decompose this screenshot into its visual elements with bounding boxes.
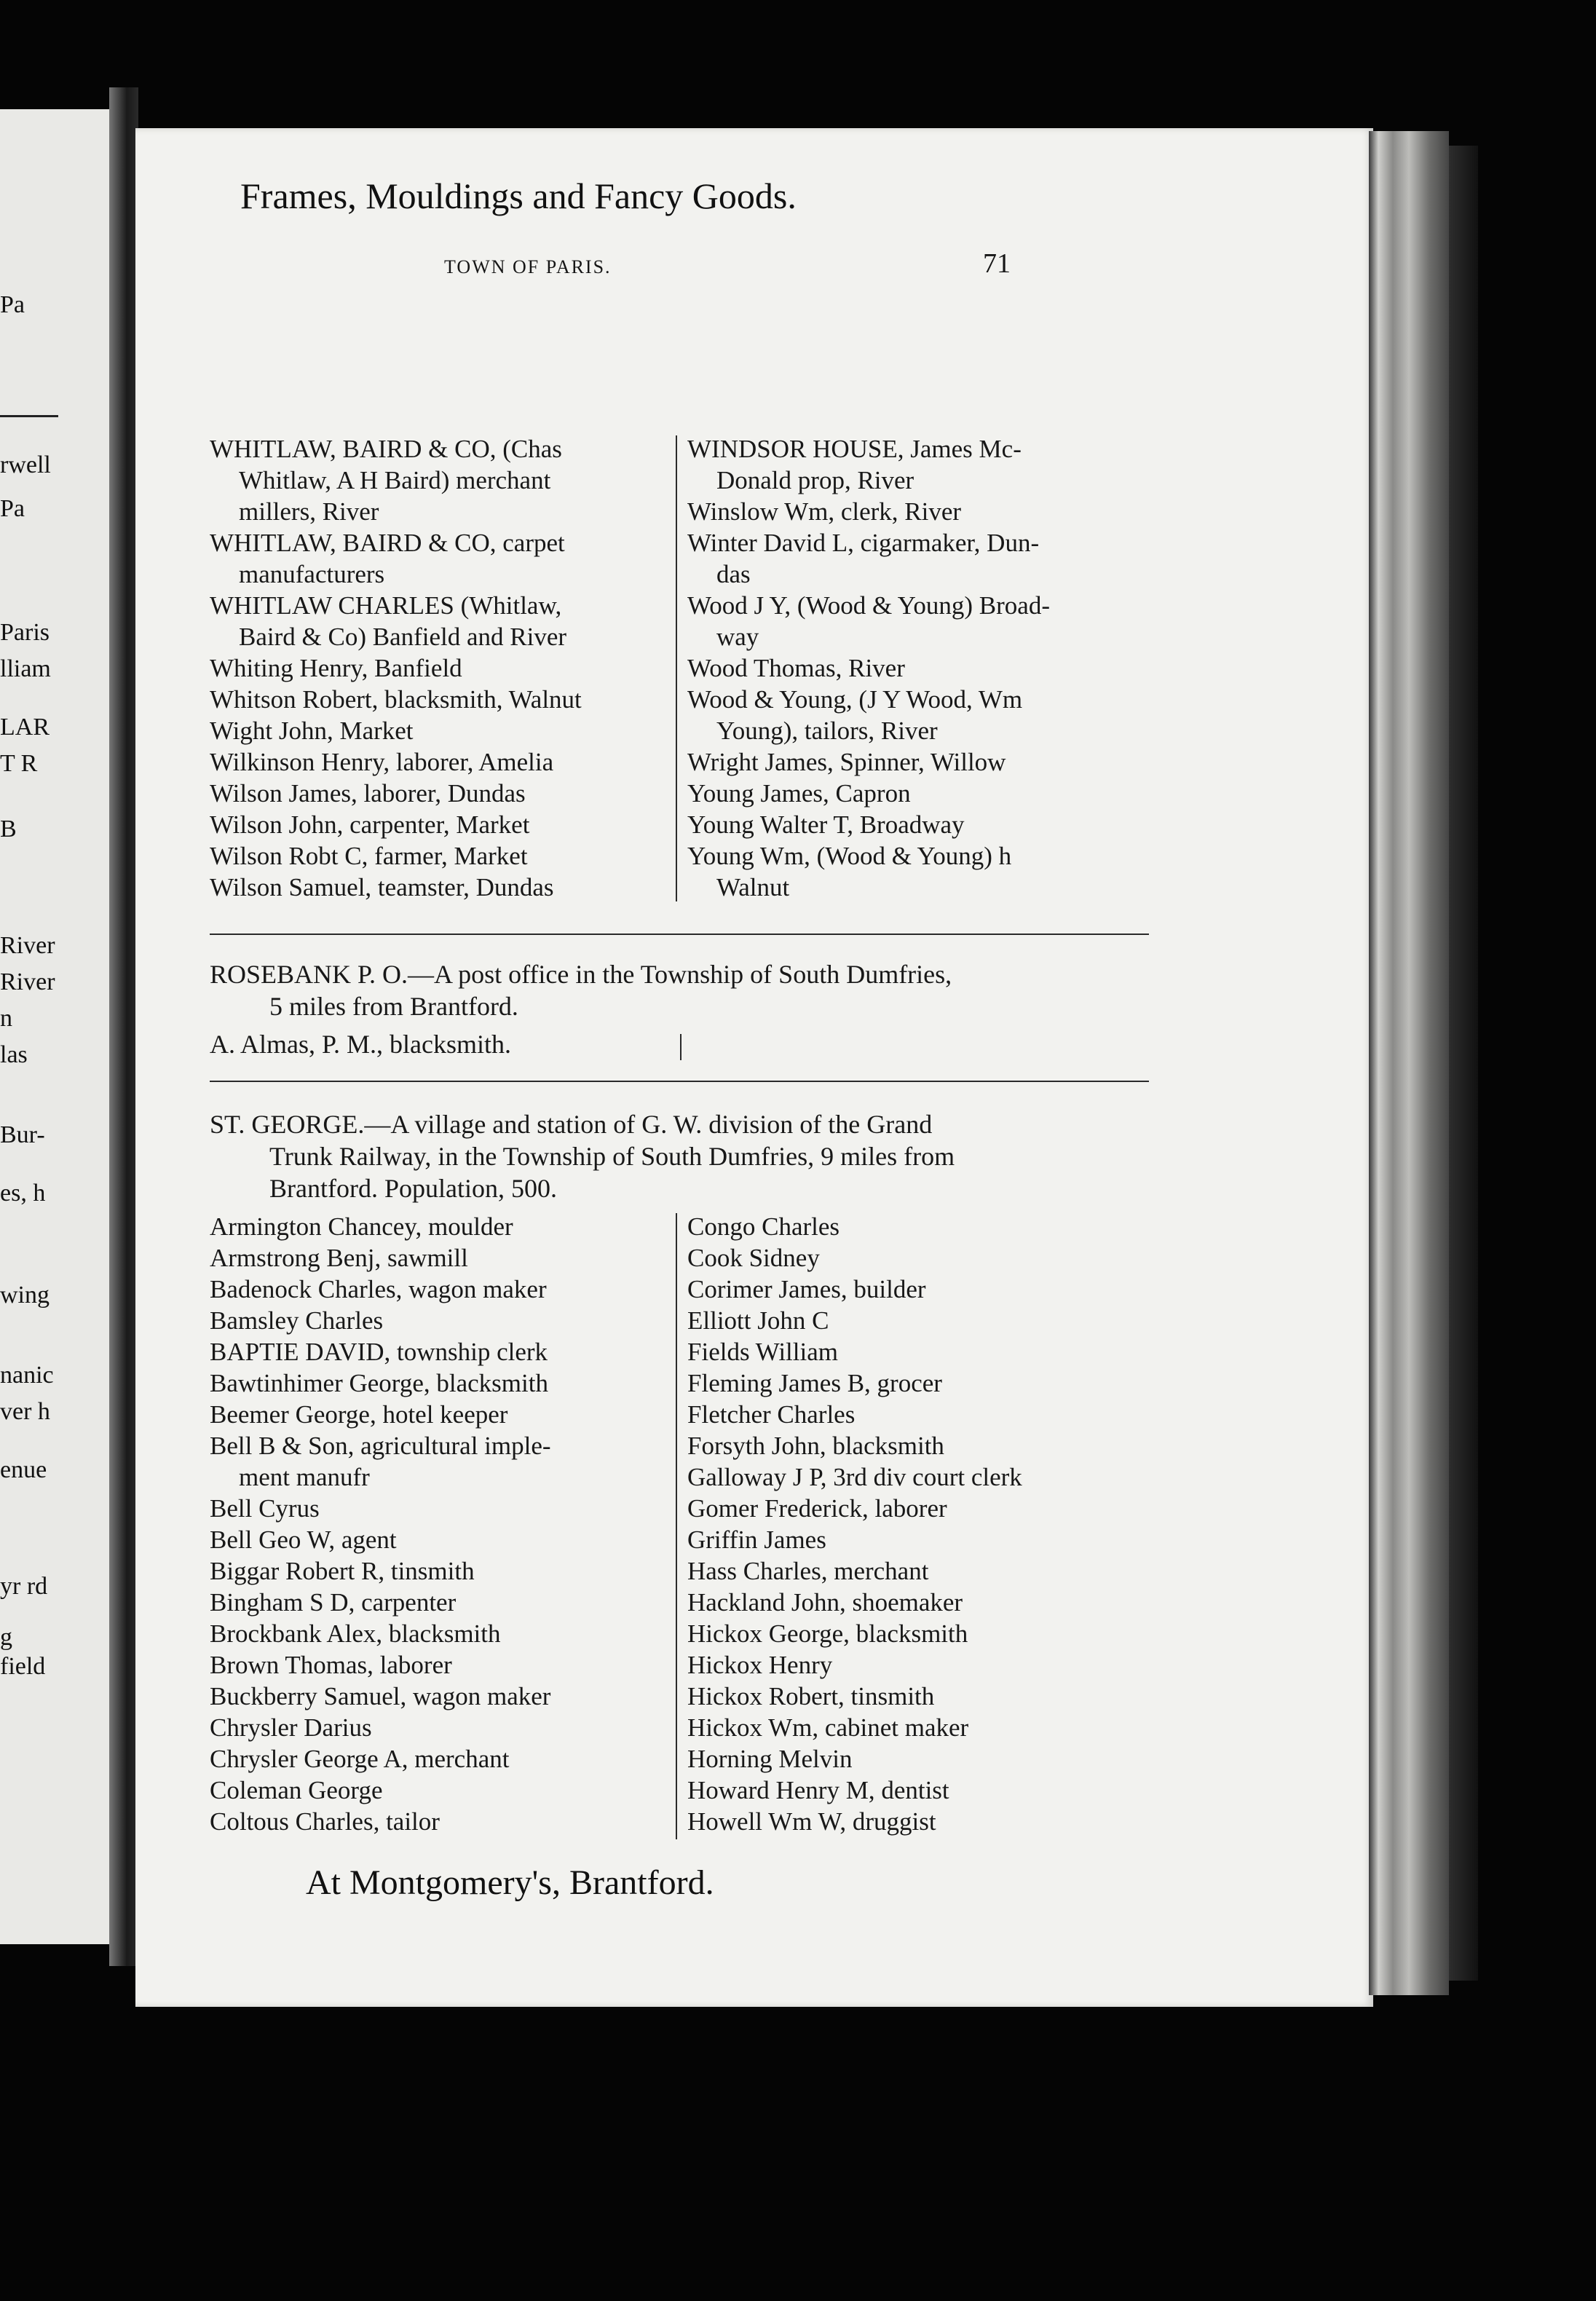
left-page-fragment-text: T R: [0, 750, 38, 777]
page-stack-edge: [1369, 131, 1449, 1995]
column-divider: [676, 435, 677, 901]
left-page-fragment-text: Paris: [0, 619, 50, 646]
left-page-fragment-text: nanic: [0, 1362, 54, 1389]
directory-entry: Wilson Robt C, farmer, Market: [210, 842, 528, 870]
directory-entry: millers, River: [239, 497, 379, 526]
directory-entry: Fleming James B, grocer: [687, 1369, 942, 1397]
left-page-fragment-text: yr rd: [0, 1573, 48, 1600]
directory-entry: Whitlaw, A H Baird) merchant: [239, 466, 551, 494]
left-page-fragment-text: B: [0, 816, 17, 842]
directory-entry: Young James, Capron: [687, 779, 911, 808]
directory-entry: Donald prop, River: [716, 466, 914, 494]
directory-entry: Galloway J P, 3rd div court clerk: [687, 1463, 1022, 1491]
column-divider: [676, 1213, 677, 1839]
directory-entry: Young Wm, (Wood & Young) h: [687, 842, 1012, 870]
section-rule: [210, 934, 1149, 935]
directory-entry: Fields William: [687, 1338, 838, 1366]
directory-entry: Winter David L, cigarmaker, Dun-: [687, 529, 1040, 557]
left-page-fragment-text: es, h: [0, 1180, 46, 1207]
book-gutter: [109, 87, 138, 1966]
directory-entry: Hackland John, shoemaker: [687, 1588, 963, 1617]
running-head: TOWN OF PARIS.: [444, 256, 612, 277]
directory-entry: Beemer George, hotel keeper: [210, 1400, 508, 1429]
directory-entry: Elliott John C: [687, 1306, 829, 1335]
left-page-fragment-text: Bur-: [0, 1121, 45, 1148]
directory-entry: Horning Melvin: [687, 1745, 853, 1773]
section-rule: [210, 1081, 1149, 1082]
directory-entry: Wood J Y, (Wood & Young) Broad-: [687, 591, 1050, 620]
directory-entry: WHITLAW CHARLES (Whitlaw,: [210, 591, 562, 620]
directory-entry: Bawtinhimer George, blacksmith: [210, 1369, 548, 1397]
directory-entry: Hickox Robert, tinsmith: [687, 1682, 935, 1710]
left-page-fragment-text: rwell: [0, 451, 51, 478]
directory-entry: Hass Charles, merchant: [687, 1557, 929, 1585]
page-number: 71: [983, 248, 1011, 279]
directory-entry: Gomer Frederick, laborer: [687, 1494, 947, 1523]
directory-entry: Cook Sidney: [687, 1244, 820, 1272]
left-page-fragment-text: enue: [0, 1456, 47, 1483]
directory-entry: Wood Thomas, River: [687, 654, 905, 682]
directory-entry: manufacturers: [239, 560, 385, 588]
directory-entry: Wright James, Spinner, Willow: [687, 748, 1006, 776]
directory-entry: Biggar Robert R, tinsmith: [210, 1557, 475, 1585]
st-george-heading-cont2: Brantford. Population, 500.: [269, 1174, 557, 1203]
directory-entry: Wight John, Market: [210, 717, 414, 745]
st-george-heading: ST. GEORGE.—A village and station of G. W. division of the Grand: [210, 1110, 933, 1139]
directory-entry: Wilson John, carpenter, Market: [210, 810, 530, 839]
column-divider: [680, 1034, 682, 1060]
left-page-fragment-text: River: [0, 932, 55, 959]
directory-entry: Wilson Samuel, teamster, Dundas: [210, 873, 554, 901]
left-page-fragment-text: LAR: [0, 714, 50, 741]
directory-entry: Chrysler Darius: [210, 1713, 372, 1742]
directory-entry: Hickox Henry: [687, 1651, 833, 1679]
st-george-heading-cont: Trunk Railway, in the Township of South Dumfries, 9 miles from: [269, 1142, 955, 1171]
directory-entry: WHITLAW, BAIRD & CO, (Chas: [210, 435, 562, 463]
directory-entry: Brockbank Alex, blacksmith: [210, 1619, 501, 1648]
rosebank-entry: A. Almas, P. M., blacksmith.: [210, 1030, 512, 1059]
page-footer: At Montgomery's, Brantford.: [306, 1863, 714, 1902]
left-page-fragment-text: Pa: [0, 495, 25, 522]
page-header-title: Frames, Mouldings and Fancy Goods.: [240, 175, 797, 216]
rosebank-heading: ROSEBANK P. O.—A post office in the Township of South Dumfries,: [210, 960, 952, 989]
directory-entry: Bamsley Charles: [210, 1306, 384, 1335]
directory-entry: das: [716, 560, 751, 588]
directory-entry: Young), tailors, River: [716, 717, 938, 745]
left-page-fragment: [0, 109, 109, 1944]
directory-entry: Badenock Charles, wagon maker: [210, 1275, 547, 1303]
book-cover-edge: [1449, 146, 1478, 1981]
left-page-fragment-text: wing: [0, 1282, 50, 1309]
left-page-rule: [0, 415, 58, 417]
left-page-fragment-text: Pa: [0, 291, 25, 318]
directory-entry: Wood & Young, (J Y Wood, Wm: [687, 685, 1023, 714]
directory-entry: Whitson Robert, blacksmith, Walnut: [210, 685, 582, 714]
directory-entry: Walnut: [716, 873, 790, 901]
directory-entry: Fletcher Charles: [687, 1400, 856, 1429]
directory-entry: Hickox Wm, cabinet maker: [687, 1713, 969, 1742]
directory-entry: Griffin James: [687, 1526, 826, 1554]
directory-entry: Whiting Henry, Banfield: [210, 654, 462, 682]
directory-entry: Baird & Co) Banfield and River: [239, 623, 567, 651]
rosebank-heading-cont: 5 miles from Brantford.: [269, 992, 518, 1021]
directory-entry: Coltous Charles, tailor: [210, 1807, 440, 1836]
directory-entry: Wilson James, laborer, Dundas: [210, 779, 526, 808]
directory-entry: Bell B & Son, agricultural imple-: [210, 1432, 551, 1460]
directory-entry: Bell Geo W, agent: [210, 1526, 397, 1554]
directory-entry: way: [716, 623, 759, 651]
directory-entry: Congo Charles: [687, 1212, 840, 1241]
directory-entry: Forsyth John, blacksmith: [687, 1432, 944, 1460]
directory-entry: Winslow Wm, clerk, River: [687, 497, 962, 526]
directory-entry: Hickox George, blacksmith: [687, 1619, 968, 1648]
directory-entry: Buckberry Samuel, wagon maker: [210, 1682, 551, 1710]
directory-entry: Armstrong Benj, sawmill: [210, 1244, 468, 1272]
directory-entry: Wilkinson Henry, laborer, Amelia: [210, 748, 554, 776]
left-page-fragment-text: ver h: [0, 1398, 50, 1425]
directory-entry: WHITLAW, BAIRD & CO, carpet: [210, 529, 565, 557]
directory-entry: Bell Cyrus: [210, 1494, 320, 1523]
directory-entry: BAPTIE DAVID, township clerk: [210, 1338, 548, 1366]
left-page-fragment-text: lliam: [0, 655, 51, 682]
directory-entry: WINDSOR HOUSE, James Mc-: [687, 435, 1022, 463]
directory-entry: Brown Thomas, laborer: [210, 1651, 452, 1679]
directory-entry: Howard Henry M, dentist: [687, 1776, 949, 1804]
directory-entry: Howell Wm W, druggist: [687, 1807, 936, 1836]
directory-entry: Young Walter T, Broadway: [687, 810, 965, 839]
directory-entry: Chrysler George A, merchant: [210, 1745, 510, 1773]
directory-entry: Armington Chancey, moulder: [210, 1212, 513, 1241]
left-page-fragment-text: n: [0, 1005, 12, 1032]
directory-entry: Bingham S D, carpenter: [210, 1588, 457, 1617]
left-page-fragment-text: las: [0, 1041, 28, 1068]
left-page-fragment-text: field: [0, 1653, 46, 1680]
left-page-fragment-text: River: [0, 968, 55, 995]
directory-entry: ment manufr: [239, 1463, 370, 1491]
directory-entry: Corimer James, builder: [687, 1275, 926, 1303]
left-page-fragment-text: g: [0, 1624, 12, 1651]
directory-entry: Coleman George: [210, 1776, 383, 1804]
